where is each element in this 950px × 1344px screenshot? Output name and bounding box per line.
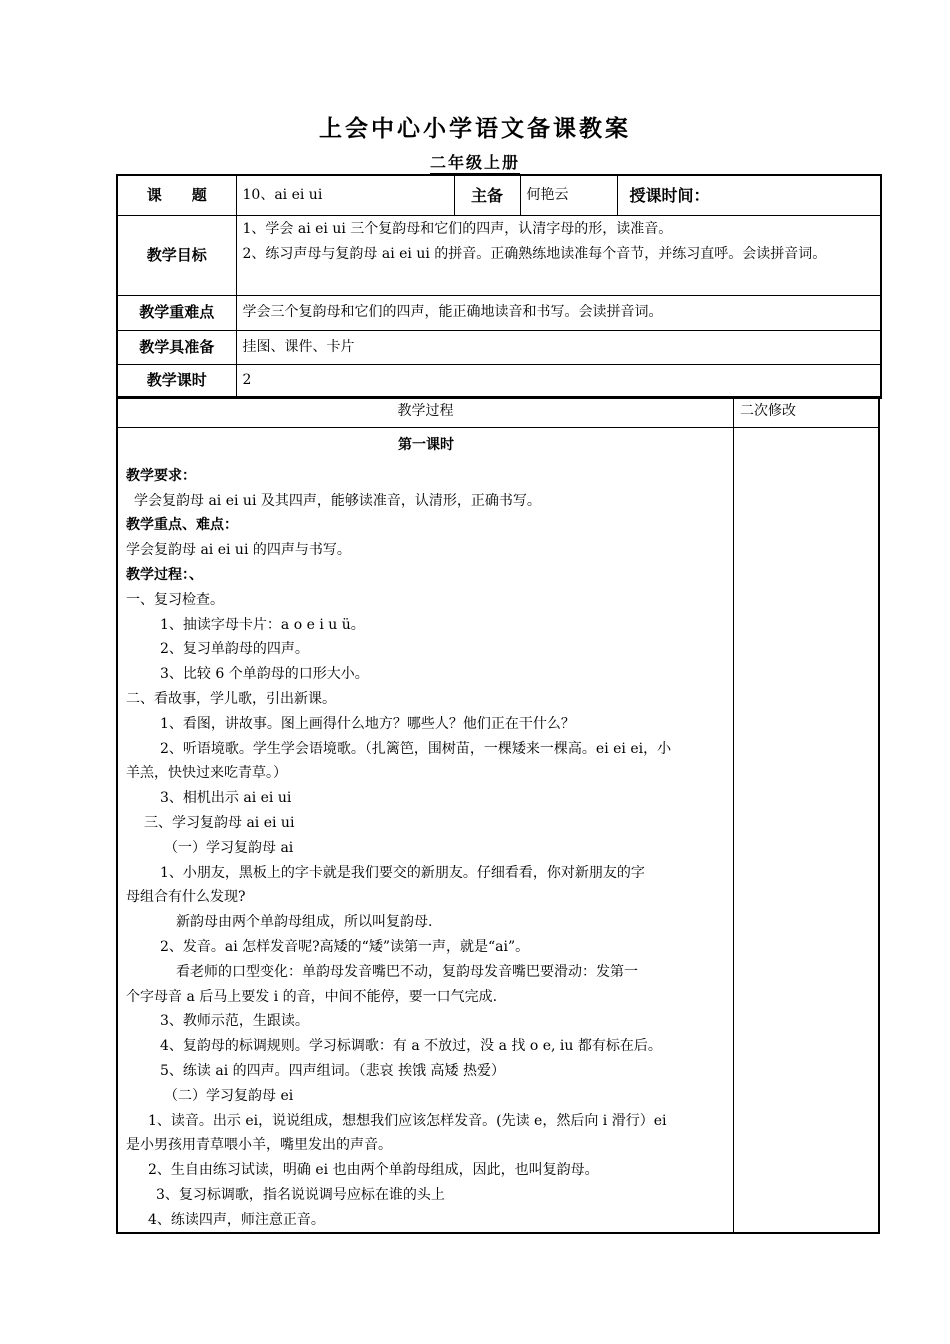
process-line: 1、读音。出示 ei，说说组成，想想我们应该怎样发音。(先读 e，然后向 i 滑行）ei [148, 1112, 667, 1129]
process-line: 3、比较 6 个单韵母的口形大小。 [160, 666, 369, 683]
hours-row [117, 364, 881, 398]
document-subtitle [0, 150, 950, 173]
process-line: 个字母音 a 后马上要发 i 的音，中间不能停，要一口气完成. [126, 988, 498, 1005]
key-row [117, 295, 881, 330]
goal-line-1: 1、学会 ai ei ui 三个复韵母和它们的四声，认清字母的形，读准音。 [242, 220, 673, 237]
process-line: 母组合有什么发现? [126, 889, 246, 906]
subtitle-text: 二年级上册 [429, 153, 520, 172]
key-label: 教学重难点 [117, 295, 236, 330]
process-header: 教学过程 [397, 403, 454, 419]
lead-value: 何艳云 [520, 175, 617, 215]
process-line: 3、复习标调歌，指名说说调号应标在谁的头上 [156, 1186, 445, 1203]
prep-row [117, 330, 881, 364]
process-line: 4、复韵母的标调规则。学习标调歌：有 a 不放过，没 a 找 o e, iu 都有标在后。 [160, 1038, 662, 1055]
hours-value: 2 [236, 364, 881, 398]
time-label: 授课时间： [617, 175, 881, 215]
process-line: 学会复韵母 ai ei ui 的四声与书写。 [126, 542, 351, 559]
process-line: 学会复韵母 ai ei ui 及其四声，能够读准音，认清形，正确书写。 [134, 492, 541, 509]
lead-label: 主备 [454, 175, 520, 215]
column-divider [733, 397, 734, 1233]
process-header-row [118, 397, 878, 428]
process-line: 3、教师示范，生跟读。 [160, 1013, 309, 1030]
process-line: 看老师的口型变化：单韵母发音嘴巴不动，复韵母发音嘴巴要滑动：发第一 [176, 963, 638, 980]
topic-value: 10、ai ei ui [236, 175, 454, 215]
revision-header: 二次修改 [740, 403, 796, 419]
process-line: 2、发音。ai 怎样发音呢?高矮的“矮”读第一声，就是“ai”。 [160, 938, 530, 955]
process-line: 新韵母由两个单韵母组成，所以叫复韵母. [176, 914, 433, 931]
goal-line-2: 2、练习声母与复韵母 ai ei ui 的拼音。正确熟练地读准每个音节，并练习直呼。会读拼音词。 [242, 245, 827, 262]
process-line: 2、生自由练习试读，明确 ei 也由两个单韵母组成，因此，也叫复韵母。 [148, 1162, 599, 1179]
teaching-process-section [116, 396, 880, 1234]
process-line: 2、复习单韵母的四声。 [160, 641, 309, 658]
process-line: （一）学习复韵母 ai [164, 839, 294, 856]
key-value: 学会三个复韵母和它们的四声，能正确地读音和书写。会读拼音词。 [236, 295, 881, 330]
process-line: 4、练读四声，师注意正音。 [148, 1211, 325, 1228]
process-content [126, 433, 726, 1233]
process-line: 羊羔，快快过来吃青草。） [126, 765, 287, 782]
goal-value [236, 215, 881, 295]
process-line: 三、学习复韵母 ai ei ui [144, 814, 295, 831]
process-line: 教学过程：、 [126, 566, 203, 583]
prep-label: 教学具准备 [117, 330, 236, 364]
topic-label: 课 题 [117, 175, 236, 215]
process-line: 1、小朋友，黑板上的字卡就是我们要交的新朋友。仔细看看，你对新朋友的字 [160, 864, 645, 881]
lesson-title: 第一课时 [398, 437, 454, 453]
process-line: 一、复习检查。 [126, 591, 224, 608]
document-title: 上会中心小学语文备课教案 [319, 115, 631, 142]
process-line: 教学要求： [126, 467, 196, 484]
process-line: 教学重点、难点： [126, 517, 238, 534]
process-line: 2、听语境歌。学生学会语境歌。（扎篱笆，围树苗，一棵矮来一棵高。ei ei ei，小 [160, 740, 672, 757]
goal-row [117, 215, 881, 295]
hours-label: 教学课时 [117, 364, 236, 398]
process-line: 5、练读 ai 的四声。四声组词。（悲哀 挨饿 高矮 热爱） [160, 1062, 505, 1079]
process-line: 1、抽读字母卡片：a o e i u ü。 [160, 616, 365, 633]
topic-row [117, 175, 881, 215]
process-line: 3、相机出示 ai ei ui [160, 790, 292, 807]
process-line: 1、看图，讲故事。图上画得什么地方？哪些人？他们正在干什么？ [160, 715, 575, 732]
process-line: 是小男孩用青草喂小羊，嘴里发出的声音。 [126, 1137, 392, 1154]
process-line: （二）学习复韵母 ei [164, 1087, 294, 1104]
prep-value: 挂图、课件、卡片 [236, 330, 881, 364]
process-lines [126, 464, 726, 1233]
lesson-header-table [116, 174, 882, 399]
process-line: 二、看故事，学儿歌，引出新课。 [126, 690, 336, 707]
goal-label: 教学目标 [117, 215, 236, 295]
